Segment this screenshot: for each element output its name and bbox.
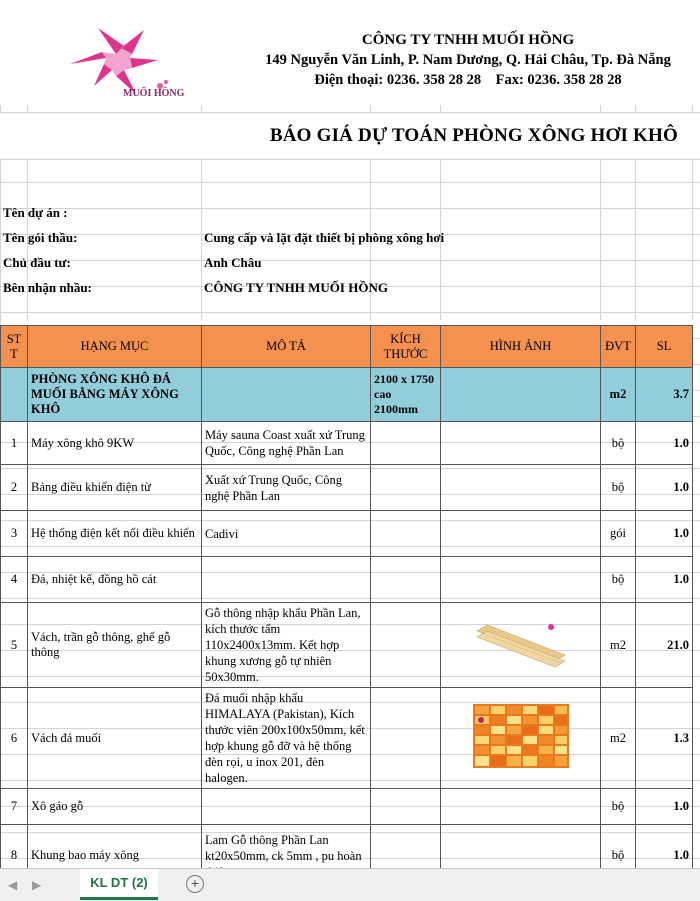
row-item[interactable]: Máy xông khô 9KW: [28, 422, 202, 465]
row-size[interactable]: [371, 603, 441, 688]
row-item[interactable]: Đá, nhiệt kế, đồng hồ cát: [28, 557, 202, 603]
info-label: Tên gói thầu:: [3, 230, 78, 245]
letterhead: [0, 0, 700, 105]
sheet-tab-bar: [0, 868, 700, 901]
row-stt[interactable]: 8: [1, 825, 28, 887]
info-value: Cung cấp và lặt đặt thiết bị phòng xông hơi: [204, 230, 445, 245]
row-desc[interactable]: Xuất xứ Trung Quốc, Công nghệ Phần Lan: [202, 465, 371, 511]
row-qty[interactable]: 1.3: [636, 688, 693, 789]
row-stt[interactable]: 5: [1, 603, 28, 688]
row-stt[interactable]: 2: [1, 465, 28, 511]
row-desc[interactable]: Máy sauna Coast xuất xứ Trung Quốc, Công nghệ Phần Lan: [202, 422, 371, 465]
row-qty[interactable]: 21.0: [636, 603, 693, 688]
header-stt: ST T: [1, 326, 28, 368]
row-qty[interactable]: 1.0: [636, 557, 693, 603]
row-item[interactable]: Vách đá muối: [28, 688, 202, 789]
row-image[interactable]: [441, 557, 601, 603]
table-row[interactable]: [1, 603, 693, 688]
cell[interactable]: [202, 368, 371, 422]
row-image[interactable]: [441, 465, 601, 511]
row-size[interactable]: [371, 789, 441, 825]
row-qty[interactable]: 1.0: [636, 825, 693, 887]
table-row[interactable]: [1, 789, 693, 825]
header-desc: MÔ TẢ: [202, 326, 371, 368]
row-image[interactable]: [441, 511, 601, 557]
table-header-row: [1, 326, 693, 368]
info-row-owner: [0, 250, 700, 275]
logo-text: MUỐI HỒNG: [123, 88, 185, 99]
cell[interactable]: [1, 368, 28, 422]
quote-table: [0, 325, 693, 887]
header-image: HÌNH ẢNH: [441, 326, 601, 368]
header-item: HẠNG MỤC: [28, 326, 202, 368]
row-stt[interactable]: 3: [1, 511, 28, 557]
row-unit[interactable]: gói: [601, 511, 636, 557]
row-size[interactable]: [371, 511, 441, 557]
row-qty[interactable]: 1.0: [636, 422, 693, 465]
scroll-left-icon[interactable]: ◀: [8, 878, 18, 892]
row-item[interactable]: Khung bao máy xông: [28, 825, 202, 887]
header-unit: ĐVT: [601, 326, 636, 368]
group-size[interactable]: 2100 x 1750 cao 2100mm: [371, 368, 441, 422]
row-qty[interactable]: 1.0: [636, 511, 693, 557]
row-item[interactable]: Vách, trần gỗ thông, ghế gỗ thông: [28, 603, 202, 688]
info-row-contractor: [0, 275, 700, 300]
row-stt[interactable]: 6: [1, 688, 28, 789]
table-row[interactable]: [1, 557, 693, 603]
company-block: [258, 30, 678, 90]
row-stt[interactable]: 7: [1, 789, 28, 825]
group-qty[interactable]: 3.7: [636, 368, 693, 422]
page-title: BÁO GIÁ DỰ TOÁN PHÒNG XÔNG HƠI KHÔ: [269, 125, 678, 146]
company-name: CÔNG TY TNHH MUỐI HỒNG: [361, 32, 575, 48]
row-unit[interactable]: bộ: [601, 789, 636, 825]
row-size[interactable]: [371, 557, 441, 603]
row-desc[interactable]: Đá muối nhập khẩu HIMALAYA (Pakistan), Kích thước viên 200x100x50mm, kết hợp khung gỗ đỡ và hệ thống đèn rọi, u inox 201, đèn halogen.: [202, 688, 371, 789]
row-qty[interactable]: 1.0: [636, 465, 693, 511]
row-unit[interactable]: m2: [601, 688, 636, 789]
info-value: CÔNG TY TNHH MUỐI HỒNG: [204, 280, 388, 295]
table-row[interactable]: [1, 511, 693, 557]
row-image[interactable]: [441, 789, 601, 825]
row-size[interactable]: [371, 688, 441, 789]
row-unit[interactable]: bộ: [601, 422, 636, 465]
row-unit[interactable]: bộ: [601, 557, 636, 603]
info-row-package: [0, 225, 700, 250]
row-item[interactable]: Xô gáo gỗ: [28, 789, 202, 825]
row-qty[interactable]: 1.0: [636, 789, 693, 825]
table-group-row[interactable]: [1, 368, 693, 422]
info-label: Bên nhận nhầu:: [3, 280, 92, 295]
row-desc[interactable]: Cadivi: [202, 511, 371, 557]
header-size: KÍCH THƯỚC: [371, 326, 441, 368]
row-unit[interactable]: m2: [601, 603, 636, 688]
row-unit[interactable]: bộ: [601, 825, 636, 887]
row-image[interactable]: [441, 603, 601, 688]
header-qty: SL: [636, 326, 693, 368]
table-row[interactable]: [1, 688, 693, 789]
row-desc[interactable]: Lam Gỗ thông Phần Lan kt20x50mm, ck 5mm , pu hoàn: [202, 825, 371, 887]
scroll-right-icon[interactable]: ▶: [32, 878, 42, 892]
table-row[interactable]: [1, 422, 693, 465]
table-row[interactable]: [1, 465, 693, 511]
info-label: Tên dự án :: [3, 205, 68, 220]
info-label: Chủ đầu tư:: [3, 255, 71, 270]
row-desc[interactable]: [202, 557, 371, 603]
row-item[interactable]: Bảng điều khiển điện từ: [28, 465, 202, 511]
company-logo: [66, 24, 186, 114]
row-size[interactable]: [371, 465, 441, 511]
company-address: 149 Nguyễn Văn Linh, P. Nam Dương, Q. Hải Châu, Tp. Đà Nẵng: [265, 52, 671, 68]
row-image[interactable]: [441, 688, 601, 789]
wood-planks-image: [473, 619, 569, 667]
salt-wall-image: [473, 704, 569, 768]
plus-circle-icon[interactable]: +: [186, 875, 204, 893]
row-unit[interactable]: bộ: [601, 465, 636, 511]
info-row-project: [0, 200, 700, 225]
row-size[interactable]: [371, 422, 441, 465]
row-image[interactable]: [441, 422, 601, 465]
row-desc[interactable]: Gỗ thông nhập khẩu Phần Lan, kích thước tấm 110x2400x13mm. Kết hợp khung xương gỗ tự nhiên 50x30mm.: [202, 603, 371, 688]
info-value: Anh Châu: [204, 255, 262, 270]
row-stt[interactable]: 1: [1, 422, 28, 465]
group-item[interactable]: PHÒNG XÔNG KHÔ ĐÁ MUỐI BẰNG MÁY XÔNG KHÔ: [28, 368, 202, 422]
row-item[interactable]: Hệ thống điện kết nối điều khiển: [28, 511, 202, 557]
row-desc[interactable]: [202, 789, 371, 825]
sheet-tab-kl-dt-2[interactable]: KL DT (2): [80, 869, 158, 900]
row-stt[interactable]: 4: [1, 557, 28, 603]
group-unit[interactable]: m2: [601, 368, 636, 422]
cell[interactable]: [441, 368, 601, 422]
company-contact: Điện thoại: 0236. 358 28 28 Fax: 0236. 358 28 28: [314, 72, 622, 88]
